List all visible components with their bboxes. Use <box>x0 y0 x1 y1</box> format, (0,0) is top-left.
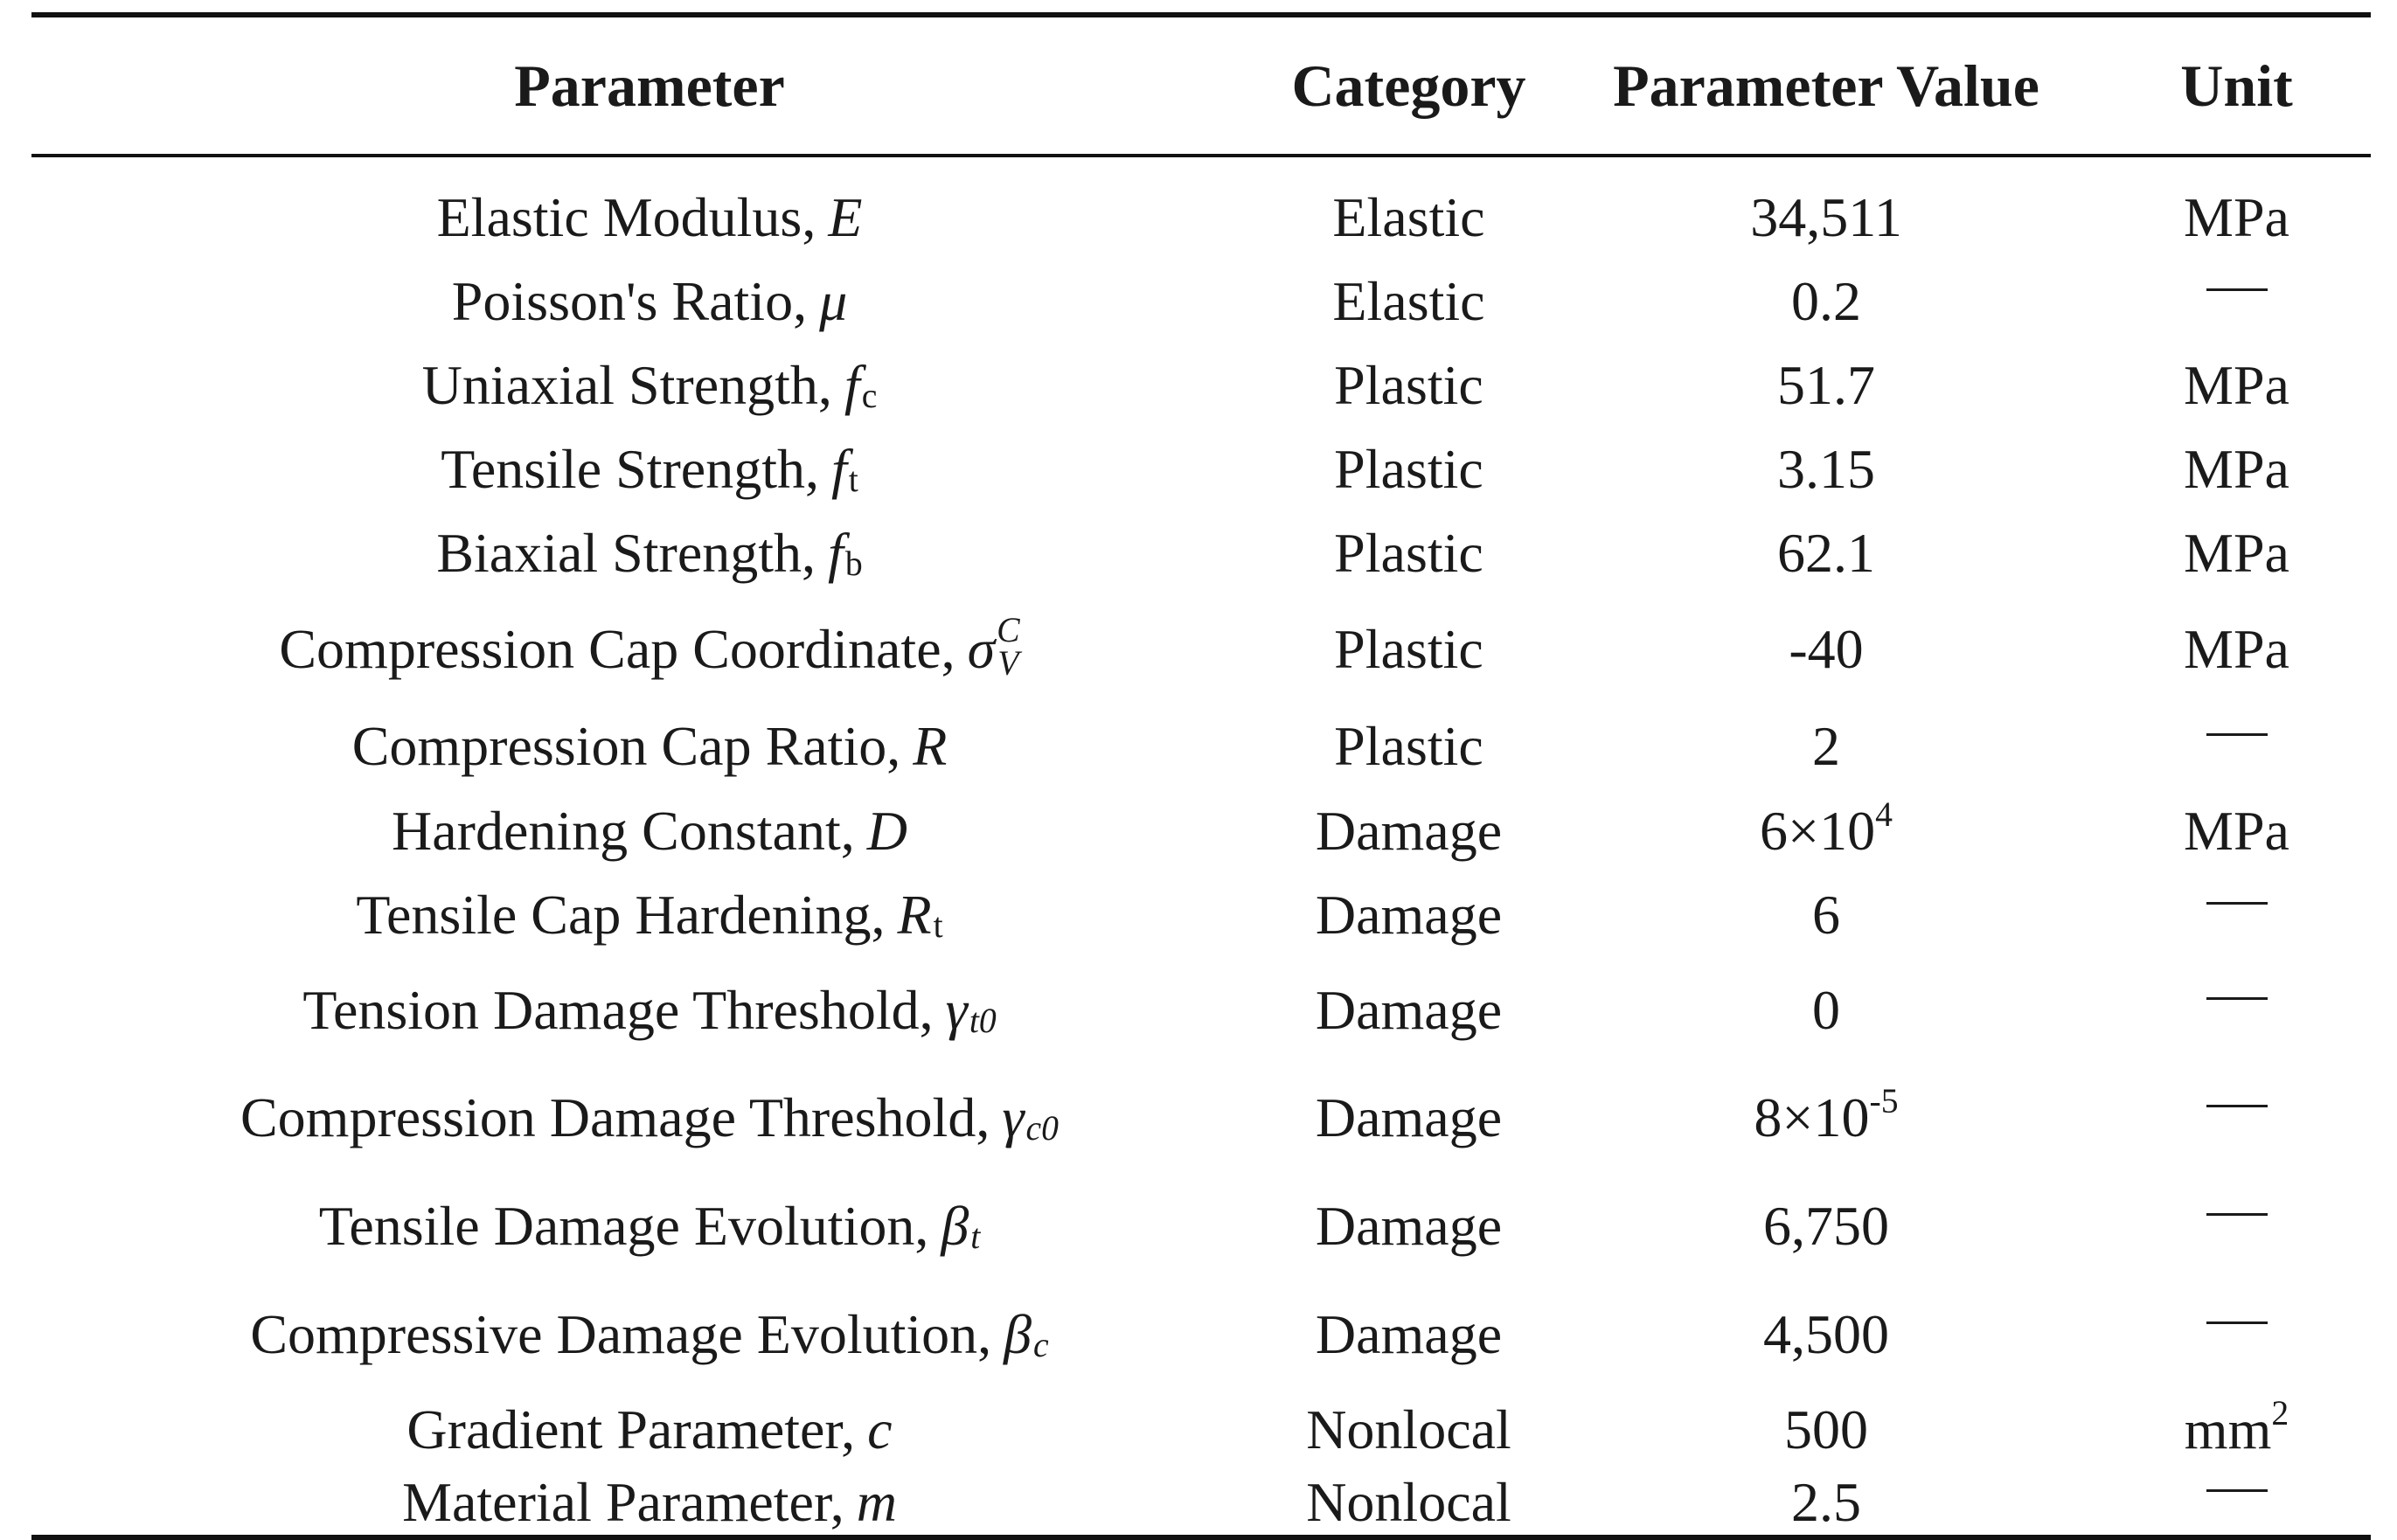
parameter-symbol: β <box>941 1195 969 1257</box>
parameter-symbol: f <box>844 354 860 416</box>
category-cell: Plastic <box>1334 522 1483 584</box>
parameter-cell <box>31 800 1268 862</box>
category-cell: Elastic <box>1332 186 1485 248</box>
category-cell: Damage <box>1315 1303 1503 1365</box>
em-dash <box>2206 1321 2268 1324</box>
unit-cell: MPa <box>2184 618 2289 680</box>
em-dash <box>2206 902 2268 905</box>
value-exponent: 4 <box>1875 795 1893 835</box>
table-row <box>31 789 2371 873</box>
parameter-superscript: C <box>997 611 1020 650</box>
value-base: 6×10 <box>1760 800 1876 862</box>
parameter-symbol: R <box>897 884 932 946</box>
parameter-label: Hardening Constant, <box>392 800 855 862</box>
parameter-label: Material Parameter, <box>402 1471 844 1533</box>
value-cell: 0.2 <box>1791 270 1861 332</box>
parameter-symbol: R <box>913 715 948 777</box>
parameter-label: Elastic Modulus, <box>436 186 816 248</box>
value-cell: -40 <box>1789 618 1864 680</box>
parameter-label: Compression Cap Ratio, <box>351 715 901 777</box>
parameter-label: Poisson's Ratio, <box>451 270 808 332</box>
parameter-symbol: σ <box>967 618 996 680</box>
parameter-symbol: f <box>828 522 844 584</box>
unit-cell <box>2102 1502 2371 1504</box>
unit-cell <box>2102 1225 2371 1228</box>
value-cell: 0 <box>1812 979 1840 1041</box>
table-row <box>31 174 2371 261</box>
parameter-subscript: c <box>1033 1325 1049 1364</box>
value-cell: 2 <box>1812 715 1840 777</box>
parameter-cell <box>31 1471 1268 1533</box>
table-row <box>31 427 2371 511</box>
parameter-cell <box>31 979 1268 1041</box>
parameter-subscript: t0 <box>969 1001 997 1040</box>
value-cell: 62.1 <box>1777 522 1875 584</box>
parameter-label: Gradient Parameter, <box>406 1398 856 1460</box>
em-dash <box>2206 1213 2268 1216</box>
parameter-subscript: b <box>844 544 863 583</box>
table-header-row <box>31 17 2371 154</box>
em-dash <box>2206 1105 2268 1107</box>
header-parameter: Parameter <box>514 52 785 119</box>
value-cell <box>1550 1082 2102 1148</box>
category-cell: Damage <box>1315 1086 1503 1148</box>
parameter-cell <box>31 270 1268 332</box>
parameter-cell <box>31 1195 1268 1257</box>
header-category: Category <box>1291 52 1526 119</box>
unit-cell <box>2102 301 2371 303</box>
category-cell: Plastic <box>1334 715 1483 777</box>
table-row <box>31 1280 2371 1389</box>
value-exponent: -5 <box>1869 1082 1899 1121</box>
table-header-rule <box>31 154 2371 157</box>
unit-cell: MPa <box>2184 522 2289 584</box>
unit-base: mm <box>2184 1398 2272 1460</box>
value-cell: 3.15 <box>1777 438 1875 500</box>
table-row <box>31 1389 2371 1471</box>
parameter-subscript: t <box>848 460 858 499</box>
parameter-symbol: β <box>1004 1303 1032 1365</box>
parameter-label: Uniaxial Strength, <box>421 354 832 416</box>
value-cell: 51.7 <box>1777 354 1875 416</box>
parameter-symbol: γ <box>1002 1086 1025 1148</box>
unit-cell <box>2102 1009 2371 1012</box>
table-row <box>31 1471 2371 1534</box>
value-cell <box>1550 795 2102 862</box>
table-row <box>31 1064 2371 1172</box>
parameter-label: Tensile Strength, <box>441 438 819 500</box>
header-unit: Unit <box>2180 52 2293 119</box>
parameter-cell <box>31 1398 1268 1460</box>
parameter-cell <box>31 522 1268 584</box>
value-cell: 2.5 <box>1791 1471 1861 1533</box>
category-cell: Elastic <box>1332 270 1485 332</box>
unit-cell: MPa <box>2184 354 2289 416</box>
parameter-label: Tensile Cap Hardening, <box>356 884 886 946</box>
parameter-symbol: m <box>856 1471 897 1533</box>
table-row <box>31 704 2371 789</box>
category-cell: Nonlocal <box>1306 1471 1511 1533</box>
table-row <box>31 595 2371 704</box>
parameter-symbol: c <box>867 1398 893 1460</box>
parameter-label: Tension Damage Threshold, <box>302 979 934 1041</box>
category-cell: Damage <box>1315 979 1503 1041</box>
table-row <box>31 343 2371 427</box>
value-cell: 4,500 <box>1763 1303 1889 1365</box>
parameter-symbol: γ <box>945 979 968 1041</box>
parameter-cell <box>31 1303 1268 1365</box>
category-cell: Nonlocal <box>1306 1398 1511 1460</box>
parameter-cell <box>31 611 1268 683</box>
parameter-cell <box>31 354 1268 416</box>
value-cell: 6 <box>1812 884 1840 946</box>
table-row <box>31 1172 2371 1280</box>
parameter-sup-sub <box>997 611 1020 683</box>
value-cell: 500 <box>1784 1398 1868 1460</box>
unit-cell <box>2102 1334 2371 1336</box>
unit-cell <box>2102 746 2371 748</box>
parameter-cell <box>31 1086 1268 1148</box>
parameter-label: Compression Cap Coordinate, <box>279 618 955 680</box>
parameter-symbol: D <box>866 800 907 862</box>
parameter-subscript: t <box>970 1217 981 1256</box>
parameter-subscript: t <box>933 905 943 945</box>
header-parameter-value: Parameter Value <box>1613 52 2039 119</box>
unit-cell <box>2102 1117 2371 1120</box>
category-cell: Plastic <box>1334 354 1483 416</box>
value-cell: 34,511 <box>1750 186 1902 248</box>
parameter-cell <box>31 715 1268 777</box>
parameter-label: Compression Damage Threshold, <box>240 1086 990 1148</box>
em-dash <box>2206 1489 2268 1492</box>
unit-cell <box>2102 914 2371 917</box>
table-row <box>31 957 2371 1064</box>
parameter-subscript: c0 <box>1025 1108 1059 1148</box>
table-row <box>31 260 2371 343</box>
parameter-cell <box>31 186 1268 248</box>
unit-cell: MPa <box>2184 800 2289 862</box>
unit-cell <box>2102 1394 2371 1460</box>
table-row <box>31 511 2371 595</box>
em-dash <box>2206 288 2268 291</box>
value-cell: 6,750 <box>1763 1195 1889 1257</box>
unit-cell: MPa <box>2184 186 2289 248</box>
value-base: 8×10 <box>1754 1086 1870 1148</box>
parameter-cell <box>31 438 1268 500</box>
parameter-cell <box>31 884 1268 946</box>
category-cell: Damage <box>1315 800 1503 862</box>
em-dash <box>2206 733 2268 736</box>
parameter-subscript: c <box>861 376 878 415</box>
parameter-symbol: E <box>828 186 863 248</box>
parameter-subscript: V <box>997 644 1019 683</box>
parameter-label: Tensile Damage Evolution, <box>318 1195 929 1257</box>
unit-exponent: 2 <box>2271 1394 2289 1433</box>
parameter-label: Biaxial Strength, <box>436 522 816 584</box>
category-cell: Plastic <box>1334 618 1483 680</box>
category-cell: Damage <box>1315 884 1503 946</box>
unit-cell: MPa <box>2184 438 2289 500</box>
em-dash <box>2206 997 2268 1000</box>
table-row <box>31 873 2371 957</box>
parameter-label: Compressive Damage Evolution, <box>250 1303 992 1365</box>
category-cell: Damage <box>1315 1195 1503 1257</box>
category-cell: Plastic <box>1334 438 1483 500</box>
parameter-symbol: μ <box>819 270 848 332</box>
parameter-symbol: f <box>830 438 847 500</box>
